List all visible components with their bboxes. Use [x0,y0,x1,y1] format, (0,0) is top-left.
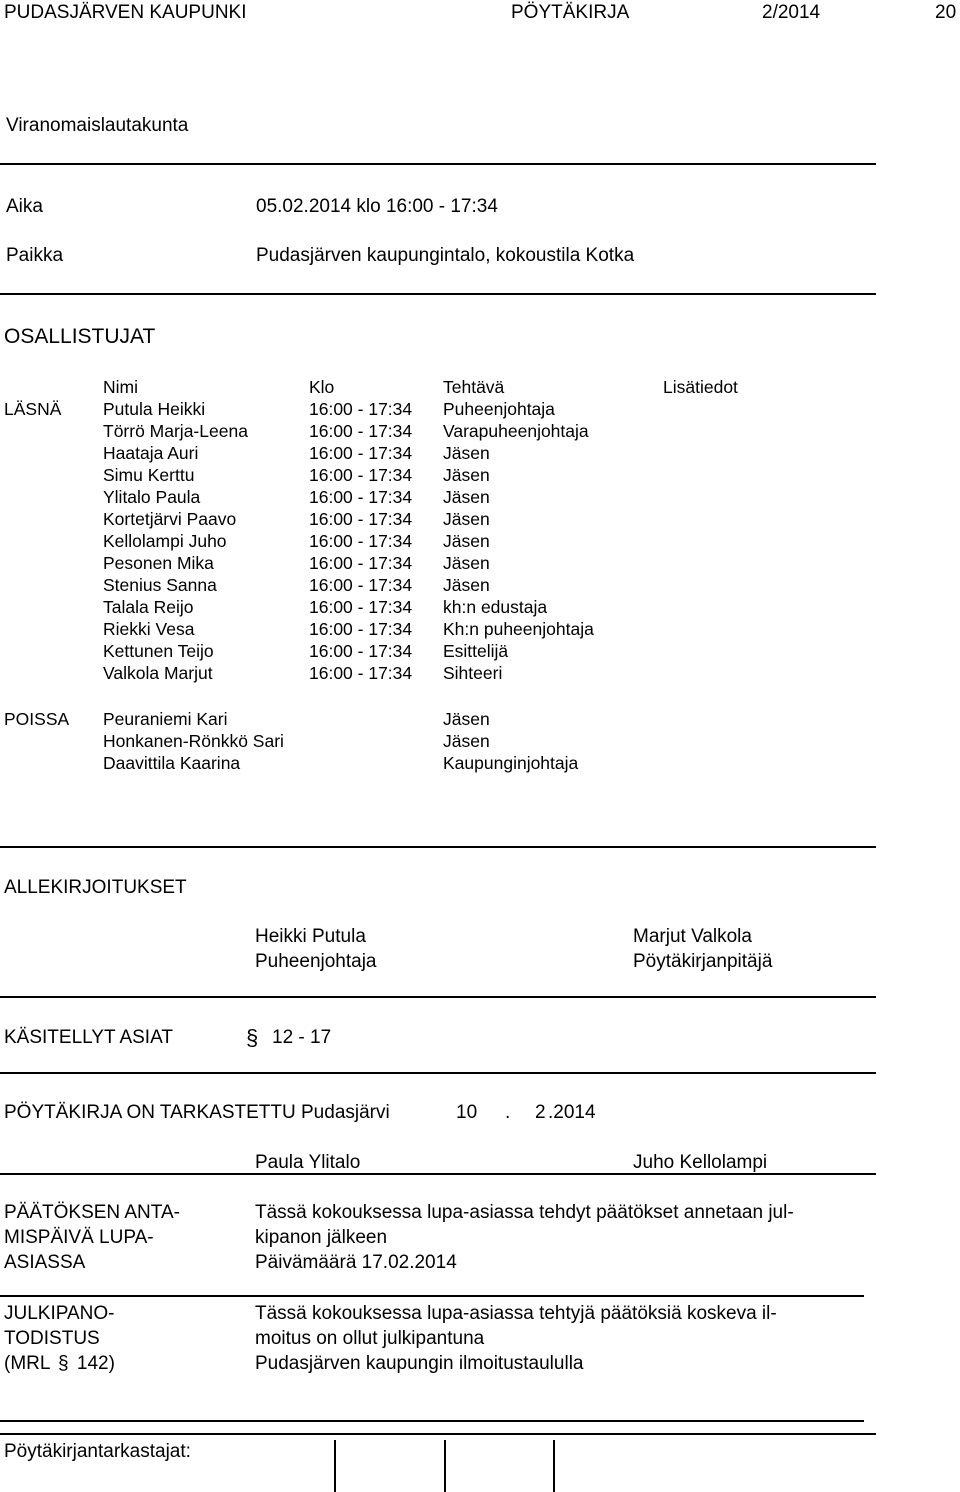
divider [0,996,876,998]
checker-left-name: Paula Ylitalo [255,1152,361,1173]
participant-role: Jäsen [443,575,490,595]
participant-time: 16:00 - 17:34 [309,619,413,639]
column-header-extra: Lisätiedot [663,377,738,397]
participant-time: 16:00 - 17:34 [309,399,413,419]
participant-role: Jäsen [443,509,490,529]
place-label: Paikka [6,245,64,266]
participant-name: Valkola Marjut [103,663,213,683]
page-number: 20 [935,2,957,23]
participant-time: 16:00 - 17:34 [309,531,413,551]
participant-name: Honkanen-Rönkkö Sari [103,731,284,751]
checked-year: .2014 [548,1102,596,1123]
divider [0,1072,876,1074]
participant-role: Kaupunginjohtaja [443,753,579,773]
absent-label: POISSA [4,709,70,729]
publication-label-mrl-suffix: 142) [76,1353,115,1374]
time-label: Aika [6,196,43,217]
participant-name: Stenius Sanna [103,575,217,595]
divider [0,163,876,165]
participants-title: OSALLISTUJAT [4,325,156,348]
publication-label-mrl [4,1353,115,1375]
participant-name: Pesonen Mika [103,553,214,573]
participant-role: Jäsen [443,553,490,573]
checked-dot: . [505,1102,511,1123]
decision-text-line: kipanon jälkeen [255,1227,388,1248]
signature-box-divider [444,1440,446,1466]
publication-text-line: moitus on ollut julkipantuna [255,1328,485,1349]
participant-name: Putula Heikki [103,399,206,419]
participant-name: Haataja Auri [103,443,199,463]
signature-left-name: Heikki Putula [255,926,366,947]
participant-name: Peuraniemi Kari [103,709,228,729]
participant-time: 16:00 - 17:34 [309,575,413,595]
participant-role: Jäsen [443,443,490,463]
participant-role: Varapuheenjohtaja [443,421,589,441]
participant-name: Talala Reijo [103,597,194,617]
divider [0,1433,876,1435]
participant-name: Törrö Marja-Leena [103,421,248,441]
participant-time: 16:00 - 17:34 [309,597,413,617]
publication-label-mrl-prefix: (MRL [4,1353,50,1374]
participant-name: Daavittila Kaarina [103,753,241,773]
decision-date: Päivämäärä 17.02.2014 [255,1252,457,1273]
participant-time: 16:00 - 17:34 [309,641,413,661]
divider [0,1173,876,1175]
participant-role: Puheenjohtaja [443,399,555,419]
time-value: 05.02.2014 klo 16:00 - 17:34 [256,196,498,217]
participant-time: 16:00 - 17:34 [309,443,413,463]
footer-label: Pöytäkirjantarkastajat: [4,1441,191,1462]
participant-name: Riekki Vesa [103,619,195,639]
signature-left-role: Puheenjohtaja [255,951,377,972]
column-header-role: Tehtävä [443,377,505,397]
divider [0,1420,864,1422]
section-sign: § [58,1353,69,1374]
items-label: KÄSITELLYT ASIAT [4,1027,173,1048]
publication-text-line: Tässä kokouksessa lupa-asiassa tehtyjä päätöksiä koskeva il- [255,1303,777,1324]
participant-name: Kortetjärvi Paavo [103,509,237,529]
participant-time: 16:00 - 17:34 [309,663,413,683]
document-number: 2/2014 [762,2,821,23]
publication-label-line: JULKIPANO- [4,1303,115,1324]
decision-text-line: Tässä kokouksessa lupa-asiassa tehdyt päätökset annetaan jul- [255,1202,794,1223]
checked-day: 10 [456,1102,478,1123]
section-sign: § [246,1025,259,1050]
participant-name: Ylitalo Paula [103,487,201,507]
participant-role: Jäsen [443,731,490,751]
decision-label-line: MISPÄIVÄ LUPA- [4,1227,154,1248]
signature-box-divider [553,1440,555,1466]
participant-time: 16:00 - 17:34 [309,553,413,573]
participant-name: Kellolampi Juho [103,531,227,551]
participant-time: 16:00 - 17:34 [309,509,413,529]
signature-box-divider [553,1466,555,1492]
participant-role: Jäsen [443,709,490,729]
publication-label-line: TODISTUS [4,1328,100,1349]
participant-time: 16:00 - 17:34 [309,421,413,441]
publication-text-line: Pudasjärven kaupungin ilmoitustaululla [255,1353,584,1374]
checked-month: 2 [535,1102,546,1123]
participant-role: kh:n edustaja [443,597,548,617]
signature-right-name: Marjut Valkola [633,926,752,947]
checked-statement: PÖYTÄKIRJA ON TARKASTETTU Pudasjärvi [4,1102,390,1123]
column-header-name: Nimi [103,377,138,397]
checker-right-name: Juho Kellolampi [633,1152,768,1173]
signature-right-role: Pöytäkirjanpitäjä [633,951,773,972]
divider [0,293,876,295]
decision-label-line: PÄÄTÖKSEN ANTA- [4,1202,180,1223]
participant-role: Jäsen [443,465,490,485]
signature-box-divider [334,1440,336,1466]
divider [0,1295,864,1297]
items-range: 12 - 17 [272,1027,332,1048]
divider [0,846,876,848]
participant-name: Kettunen Teijo [103,641,214,661]
participants-header-row [0,377,960,399]
participant-role: Jäsen [443,531,490,551]
decision-label-line: ASIASSA [4,1252,86,1273]
participant-time: 16:00 - 17:34 [309,465,413,485]
document-type: PÖYTÄKIRJA [511,2,630,23]
participant-time: 16:00 - 17:34 [309,487,413,507]
participant-name: Simu Kerttu [103,465,195,485]
present-label: LÄSNÄ [4,399,62,419]
place-value: Pudasjärven kaupungintalo, kokoustila Kotka [256,245,635,266]
participant-role: Kh:n puheenjohtaja [443,619,594,639]
signature-box-divider [444,1466,446,1492]
body-name: Viranomaislautakunta [6,115,189,136]
organization-name: PUDASJÄRVEN KAUPUNKI [4,2,247,23]
signatures-title: ALLEKIRJOITUKSET [4,877,187,898]
participant-role: Sihteeri [443,663,503,683]
signature-box-divider [334,1466,336,1492]
participant-role: Jäsen [443,487,490,507]
column-header-time: Klo [309,377,335,397]
participant-role: Esittelijä [443,641,509,661]
